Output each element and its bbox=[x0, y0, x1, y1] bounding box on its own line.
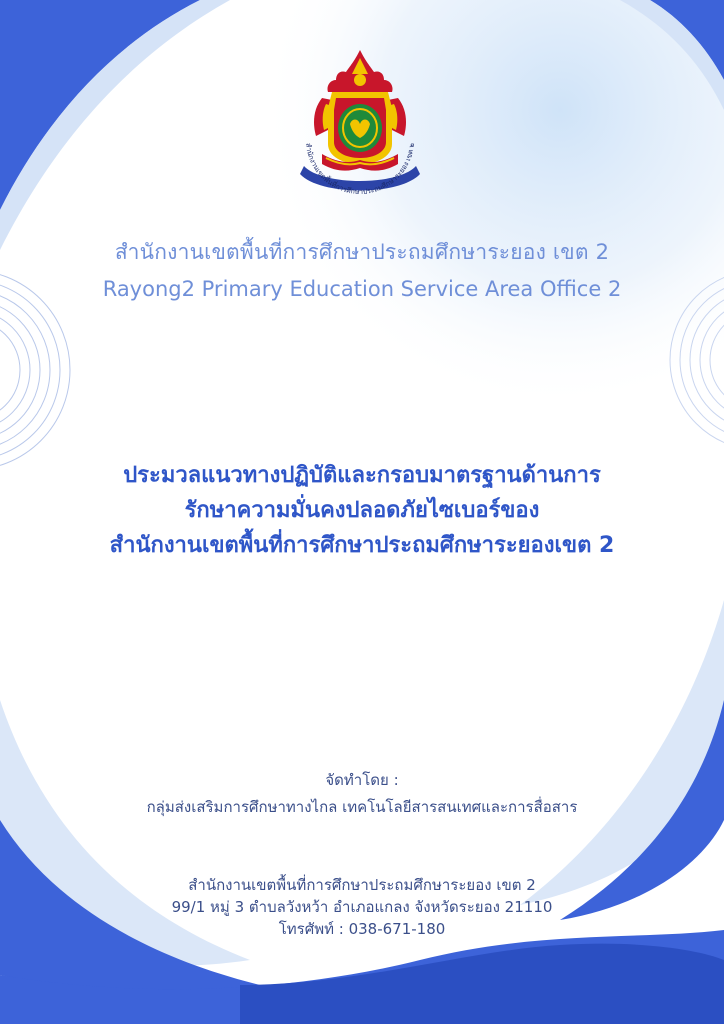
logo-ring-text: สำนักงานเขตพื้นที่การศึกษาประถมศึกษาระยอง เขต ๒ bbox=[303, 142, 416, 197]
address-block bbox=[0, 874, 724, 940]
address-phone: โทรศัพท์ : 038-671-180 bbox=[278, 920, 446, 938]
address-office: สำนักงานเขตพื้นที่การศึกษาประถมศึกษาระยอง เขต 2 bbox=[188, 876, 536, 894]
title-line: สำนักงานเขตพื้นที่การศึกษาประถมศึกษาระยองเขต 2 bbox=[109, 533, 615, 558]
document-title bbox=[0, 458, 724, 563]
prepared-by-label: จัดทำโดย : bbox=[325, 771, 399, 789]
address-street: 99/1 หมู่ 3 ตำบลวังหว้า อำเภอแกลง จังหวัดระยอง 21110 bbox=[171, 898, 553, 916]
office-name-thai: สำนักงานเขตพื้นที่การศึกษาประถมศึกษาระยอง เขต 2 bbox=[114, 240, 610, 264]
obec-emblem-icon bbox=[292, 48, 428, 198]
title-line: รักษาความมั่นคงปลอดภัยไซเบอร์ของ bbox=[184, 498, 540, 523]
title-line: ประมวลแนวทางปฏิบัติและกรอบมาตรฐานด้านการ bbox=[123, 463, 601, 488]
office-name-english: Rayong2 Primary Education Service Area Office 2 bbox=[102, 277, 622, 301]
prepared-by-group: กลุ่มส่งเสริมการศึกษาทางไกล เทคโนโลยีสารสนเทศและการสื่อสาร bbox=[146, 798, 578, 816]
